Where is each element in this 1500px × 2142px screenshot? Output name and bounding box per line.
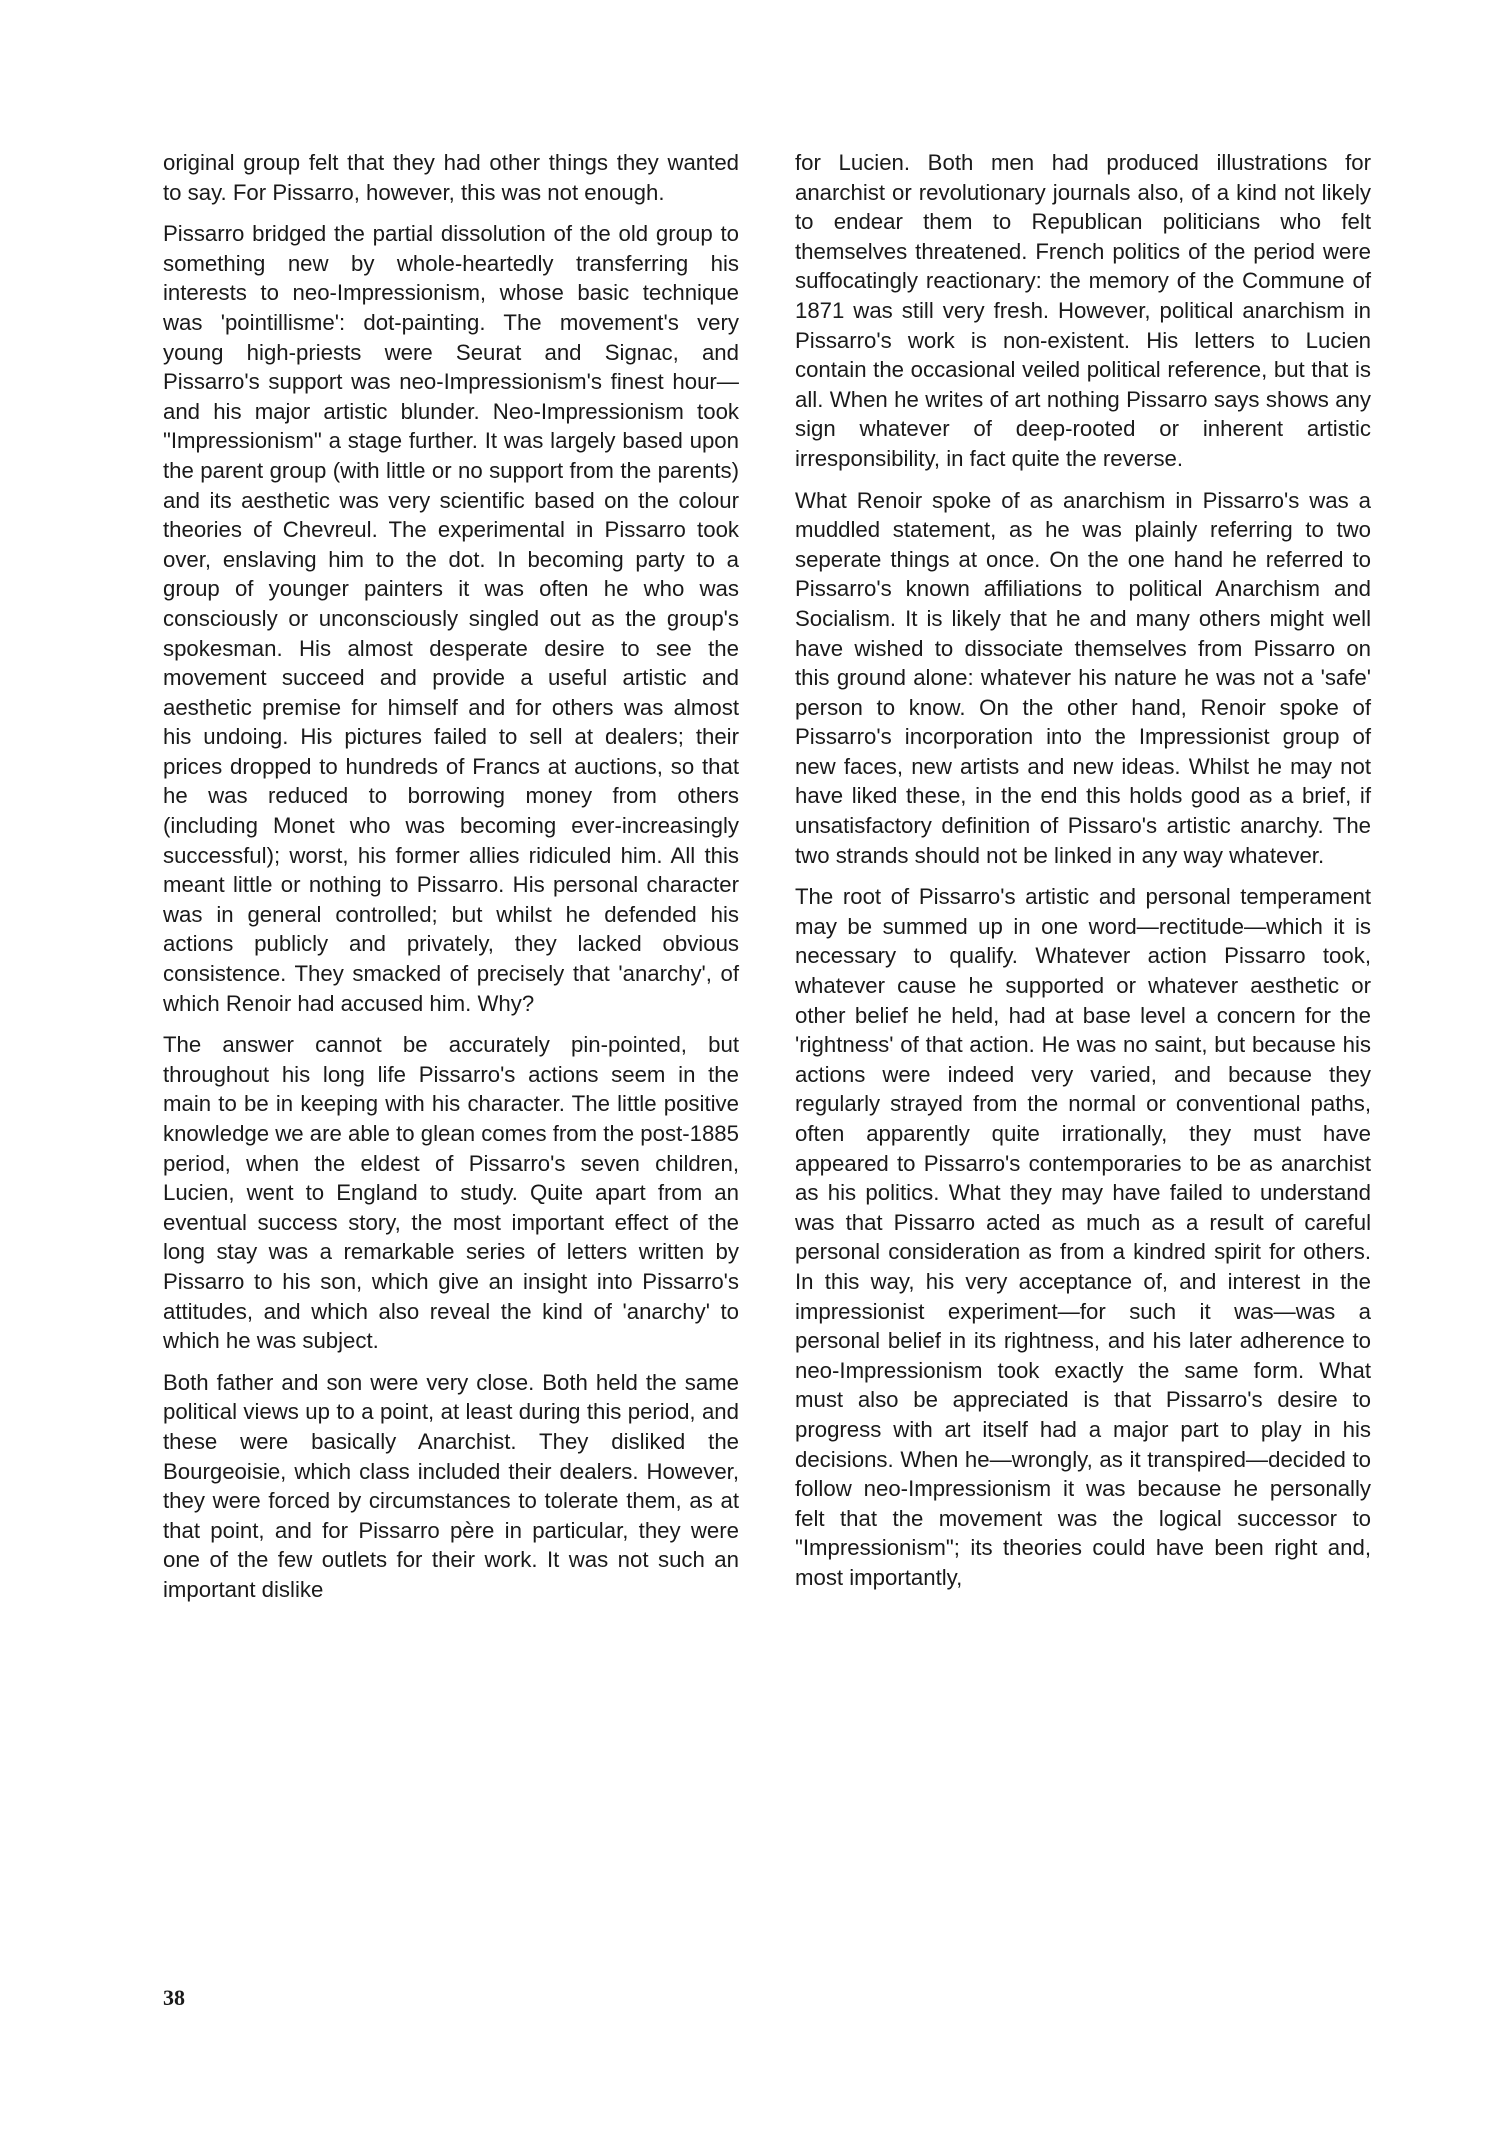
page-number: 38	[163, 1985, 185, 2010]
paragraph: for Lucien. Both men had produced illustrations for anarchist or revolutionary journals also, of a kind not likely to endear them to Republican politicians who felt themselves threatened. French politics of the period were suffocatingly reactionary: the memory of the Commune of 1871 was still very fresh. However, political anarchism in Pissarro's work is non-existent. His letters to Lucien contain the occasional veiled political reference, but that is all. When he writes of art nothing Pissarro says shows any sign whatever of deep-rooted or inherent artistic irresponsibility, in fact quite the reverse.	[795, 150, 1371, 471]
paragraph: Both father and son were very close. Both held the same political views up to a point, at least during this period, and these were basically Anarchist. They disliked the Bourgeoisie, which class included their dealers. However, they were forced by circumstances to tolerate them, as at that point, and for Pissarro père in particular, they were one of the few outlets for their work. It was not such an important dislike	[163, 1369, 739, 1602]
paragraph: Pissarro bridged the partial dissolution of the old group to something new by whole-heartedly transferring his interests to neo-Impressionism, whose basic technique was 'pointillisme': dot-painting. The movement's very young high-priests were Seurat and Signac, and Pissarro's support was neo-Impressionism's finest hour—and his major artistic blunder. Neo-Impressionism took "Impressionism" a stage further. It was largely based upon the parent group (with little or no support from the parents) and its aesthetic was very scientific based on the colour theories of Chevreul. The experimental in Pissarro took over, enslaving him to the dot. In becoming party to a group of younger painters it was often he who was consciously or unconsciously singled out as the group's spokesman. His almost desperate desire to see the movement succeed and provide a useful artistic and aesthetic premise for himself and for others was almost his undoing. His pictures failed to sell at dealers; their prices dropped to hundreds of Francs at auctions, so that he was reduced to borrowing money from others (including Monet who was becoming ever-increasingly successful); worst, his former allies ridiculed him. All this meant little or nothing to Pissarro. His personal character was in general controlled; but whilst he defended his actions publicly and privately, they lacked obvious consistence. They smacked of precisely that 'anarchy', of which Renoir had accused him. Why?	[163, 221, 739, 1016]
right-column	[795, 148, 1371, 1593]
paragraph: The answer cannot be accurately pin-pointed, but throughout his long life Pissarro's actions seem in the main to be in keeping with his character. The little positive knowledge we are able to glean comes from the post-1885 period, when the eldest of Pissarro's seven children, Lucien, went to England to study. Quite apart from an eventual success story, the most important effect of the long stay was a remarkable series of letters written by Pissarro to his son, which give an insight into Pissarro's attitudes, and which also reveal the kind of 'anarchy' to which he was subject.	[163, 1032, 739, 1354]
paragraph: original group felt that they had other things they wanted to say. For Pissarro, however, this was not enough.	[163, 150, 739, 205]
paragraph: What Renoir spoke of as anarchism in Pissarro's was a muddled statement, as he was plainly referring to two seperate things at once. On the one hand he referred to Pissarro's known affiliations to political Anarchism and Socialism. It is likely that he and many others might well have wished to dissociate themselves from Pissarro on this ground alone: whatever his nature he was not a 'safe' person to know. On the other hand, Renoir spoke of Pissarro's incorporation into the Impressionist group of new faces, new artists and new ideas. Whilst he may not have liked these, in the end this holds good as a brief, if unsatisfactory definition of Pissaro's artistic anarchy. The two strands should not be linked in any way whatever.	[795, 487, 1371, 868]
left-column	[163, 148, 739, 1605]
paragraph: The root of Pissarro's artistic and personal temperament may be summed up in one word—rectitude—which it is necessary to qualify. Whatever action Pissarro took, whatever cause he supported or whatever aesthetic or other belief he held, had at base level a concern for the 'rightness' of that action. He was no saint, but because his actions were indeed very varied, and because they regularly strayed from the normal or conventional paths, often apparently quite irrationally, they must have appeared to Pissarro's contemporaries to be as anarchist as his politics. What they may have failed to understand was that Pissarro acted as much as a result of careful personal consideration as from a kindred spirit for others. In this way, his very acceptance of, and interest in the impressionist experiment—for such it was—was a personal belief in its rightness, and his later adherence to neo-Impressionism took exactly the same form. What must also be appreciated is that Pissarro's desire to progress with art itself had a major part to play in his decisions. When he—wrongly, as it transpired—decided to follow neo-Impressionism it was because he personally felt that the movement was the logical successor to "Impressionism"; its theories could have been right and, most importantly,	[795, 884, 1371, 1590]
